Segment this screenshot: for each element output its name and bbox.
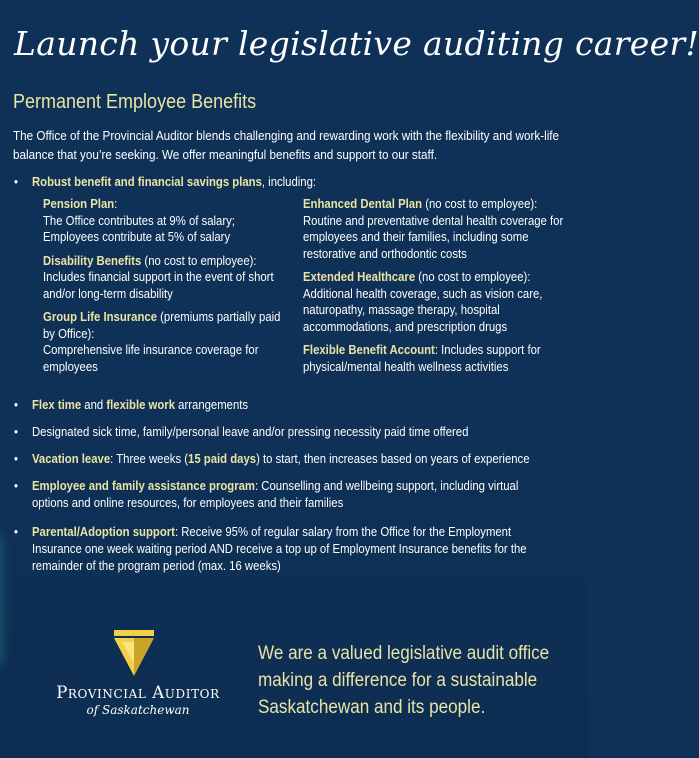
bullet-icon: • (14, 452, 18, 466)
bullet-text (32, 397, 554, 414)
plan-name: Enhanced Dental Plan (303, 197, 423, 211)
tagline: We are a valued legislative audit office making a difference for a sustainable Saskatchewan and its people. (258, 643, 550, 718)
bullet-text (32, 451, 572, 468)
plan-description: Comprehensive life insurance coverage for employees (43, 343, 259, 374)
bullet-flex-time (14, 397, 554, 414)
vacation-text-end: ) to start, then increases based on years of experience (256, 452, 530, 466)
plan-description: Routine and preventative dental health coverage for employees and their families, including some restorative and orthodontic costs (303, 213, 564, 261)
bullet-benefit-plans (14, 174, 554, 191)
plan-name: Flexible Benefit Account (303, 343, 435, 357)
plan-pension (43, 196, 282, 246)
plan-note: (no cost to employee): (422, 197, 538, 211)
vacation-text: : Three weeks ( (110, 452, 189, 466)
bullet-text: Designated sick time, family/personal leave and/or pressing necessity paid time offered (32, 425, 469, 439)
bullet-sick-time (14, 424, 572, 441)
bullet-text (32, 478, 554, 512)
flex-connector: and (81, 398, 107, 412)
benefits-left-column (43, 196, 282, 382)
org-name: Provincial Auditor (56, 683, 220, 702)
page-title: Launch your legislative auditing career! (14, 24, 699, 63)
plan-note: : Includes support for physical/mental health wellness activities (303, 343, 541, 374)
plan-note: : (114, 197, 118, 211)
plan-note: (no cost to employee): (141, 253, 257, 268)
bullet-text (32, 524, 554, 575)
plan-name: Pension Plan (43, 197, 115, 211)
plan-dental (303, 196, 582, 262)
benefits-right-column (303, 196, 582, 382)
plan-disability (43, 253, 282, 303)
bullet-text (32, 174, 554, 191)
plan-note: (premiums partially paid by Office): (43, 310, 281, 341)
intro-paragraph: The Office of the Provincial Auditor blends challenging and rewarding work with the flexibility and work-life balance that you’re seeking. We offer meaningful benefits and support to our staff. (13, 128, 560, 162)
benefit-plans-text: , including: (261, 175, 317, 189)
plan-description: Includes financial support in the event of short and/or long-term disability (43, 270, 274, 301)
plan-description: The Office contributes at 9% of salary; Employees contribute at 5% of salary (43, 213, 235, 244)
flex-time-highlight: Flex time (32, 398, 82, 412)
plan-name: Extended Healthcare (303, 270, 416, 284)
org-subtitle: of Saskatchewan (86, 703, 190, 717)
provincial-auditor-logo-icon (114, 630, 154, 680)
section-heading: Permanent Employee Benefits (13, 91, 257, 113)
paid-days-highlight: 15 paid days (188, 452, 257, 466)
bullet-vacation (14, 451, 572, 468)
plan-flexible-account (303, 342, 582, 375)
vacation-highlight: Vacation leave (32, 452, 111, 466)
parental-highlight: Parental/Adoption support (32, 525, 175, 539)
plan-life-insurance (43, 309, 282, 375)
plan-description: Additional health coverage, such as vision care, naturopathy, massage therapy, hospital accommodations, and prescription drugs (303, 286, 543, 334)
bullet-icon: • (14, 398, 18, 412)
plan-name: Disability Benefits (43, 253, 142, 268)
flexible-work-highlight: flexible work (106, 398, 176, 412)
flex-text: arrangements (175, 398, 249, 412)
assistance-highlight: Employee and family assistance program (32, 479, 256, 493)
bullet-parental-support (14, 524, 554, 575)
parental-text: : Receive 95% of regular salary from the Office for the Employment Insurance one week waiting period AND receive a top up of Employment Insurance benefits for the remainder of the program period (max. 16 weeks) (32, 525, 527, 573)
bullet-icon: • (14, 175, 18, 189)
plan-name: Group Life Insurance (43, 310, 158, 324)
bullet-icon: • (14, 479, 18, 493)
plan-note: (no cost to employee): (415, 270, 531, 284)
assistance-text: : Counselling and wellbeing support, including virtual options and online resources, for employees and their families (32, 479, 519, 510)
bullet-assistance-program (14, 478, 554, 512)
bullet-icon: • (14, 525, 18, 539)
plan-healthcare (303, 269, 582, 335)
benefit-plans-highlight: Robust benefit and financial savings plans (32, 175, 262, 189)
bullet-icon: • (14, 425, 18, 439)
